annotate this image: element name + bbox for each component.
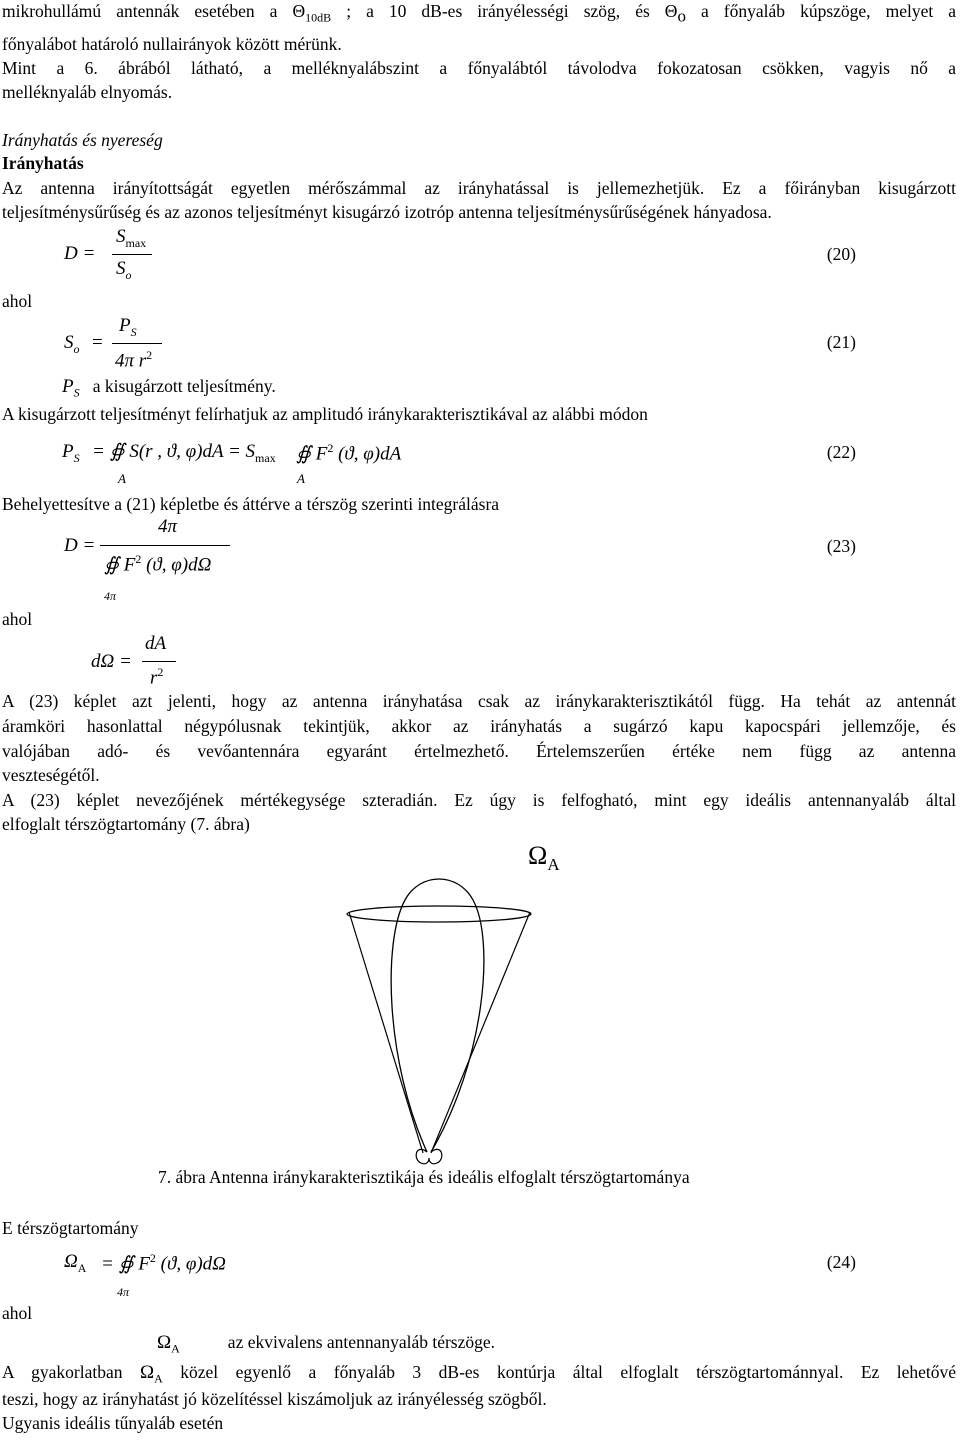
eq21-tag: (21) [826, 332, 856, 352]
final-line-3: Ugyanis ideális tűnyaláb esetén [2, 1413, 224, 1433]
omega-definition: $\Omega_A$ az ekvivalens antennanyaláb térszöge. [157, 1332, 496, 1356]
domega-denominator: $r^2$ [150, 665, 164, 689]
eq22-limit-1: A [118, 471, 126, 486]
intro-text-c: a főnyaláb kúpszöge, melyet a [701, 1, 957, 21]
intro-line-1 [2, 0, 956, 29]
intro-text-b: ; a 10 dB-es irányélességi szög, és Θ [346, 1, 678, 21]
eq22-part1: = ∯ S(r , ϑ, $\varphi)dA = S_{max}$ [92, 441, 276, 465]
ahol-3: ahol [2, 1303, 33, 1323]
eq21-equals: = [92, 332, 103, 353]
ahol-1: ahol [2, 291, 33, 311]
cone-top-ellipse [347, 906, 531, 922]
para4-line-1: A (23) képlet azt jelenti, hogy az antenna irányhatása csak az iránykarakterisztikától függ. Ha tehát az antennát [2, 691, 956, 711]
eq20-denominator: $S_o$ [116, 258, 132, 282]
eq24-lhs: $\Omega_A$ [64, 1251, 87, 1275]
para5-line-1: A (23) képlet nevezőjének mértékegysége szteradián. Ez úgy is felfogható, mint egy ideális antennanyaláb által [2, 790, 956, 810]
para4-line-2: áramköri hasonlattal négypólusnak tekintjük, akkor az irányhatás a sugárzó kapu kapocspári jellemzője, és [2, 716, 956, 736]
theta-o-subscript: o [677, 6, 686, 26]
para4-line-3: valójában adó- és vevőantennára egyaránt értelmezhető. Értelemszerűen értéke nem függ az antenna [2, 741, 956, 761]
intro-line-3: Mint a 6. ábrából látható, a melléknyalábszint a főnyalábtól távolodva fokozatosan csökken, vagyis nő a [2, 58, 956, 78]
cone-right-edge [431, 912, 530, 1153]
main-lobe [391, 879, 484, 1152]
eq23-lhs: D = [64, 535, 96, 556]
eq23-fraction-bar [100, 545, 230, 546]
eq20-fraction-bar [112, 254, 152, 255]
e-label: E térszögtartomány [2, 1218, 139, 1238]
eq22-part2: ∯ $F^2$ (ϑ, φ)dA [296, 441, 402, 465]
side-lobe-right [429, 1149, 442, 1163]
domega-numerator: dA [145, 633, 167, 654]
intro-line-4: melléknyaláb elnyomás. [2, 82, 173, 102]
eq23-denominator: ∯ $F^2$ (ϑ, φ)dΩ [104, 552, 212, 576]
eq23-limit: 4π [104, 589, 117, 603]
para1-line-2: teljesítménysűrűség és az azonos teljesítményt kisugárzó izotróp antenna teljesítménysűrűségének hányadosa. [2, 202, 772, 222]
para2: A kisugárzott teljesítményt felírhatjuk az amplitudó iránykarakterisztikával az alábbi módon [2, 404, 648, 424]
subsection-title: Irányhatás [2, 153, 84, 173]
eq24-tag: (24) [826, 1252, 856, 1272]
eq24-rhs: = ∯ $F^2$ (ϑ, φ)dΩ [101, 1251, 226, 1275]
para5-line-2: elfoglalt térszögtartomány (7. ábra) [2, 814, 250, 834]
eq23-tag: (23) [826, 536, 856, 556]
para4-line-4: veszteségétől. [2, 765, 100, 785]
domega-fraction-bar [142, 661, 176, 662]
eq21-fraction-bar [112, 343, 162, 344]
eq21-numerator: $P_S$ [119, 315, 137, 339]
domega-lhs: dΩ = [91, 651, 132, 672]
eq24-limit: 4π [117, 1285, 130, 1299]
eq20-tag: (20) [826, 244, 856, 264]
eq22-tag: (22) [826, 442, 856, 462]
figure-caption: 7. ábra Antenna iránykarakterisztikája és ideális elfoglalt térszögtartománya [158, 1167, 690, 1187]
figure-omega-label: $\Omega_A$ [528, 841, 560, 875]
eq21-lhs: $S_o$ [64, 332, 80, 356]
eq20-numerator: $S_{max}$ [116, 226, 147, 250]
cone-left-edge [349, 912, 423, 1153]
eq20-lhs: D = [64, 243, 96, 264]
intro-line-2: főnyalábot határoló nullairányok között mérünk. [2, 34, 342, 54]
theta-10db-subscript: 10dB [305, 10, 332, 25]
eq23-numerator: 4π [158, 516, 178, 537]
ps-definition: $P_S$ a kisugárzott teljesítmény. [62, 376, 276, 400]
intro-text-a: mikrohullámú antennák esetében a Θ [2, 1, 306, 21]
eq21-denominator: 4π $r^2$ [115, 348, 153, 372]
ahol-2: ahol [2, 609, 33, 629]
final-line-2: teszi, hogy az irányhatást jó közelítéssel kiszámoljuk az irányélesség szögből. [2, 1389, 547, 1409]
eq22-limit-2: A [297, 471, 305, 486]
para3: Behelyettesítve a (21) képletbe és áttérve a térszög szerinti integrálásra [2, 494, 500, 514]
eq22-lhs: $P_S$ [62, 441, 80, 465]
final-line-1: A gyakorlatban $\Omega_A$ közel egyenlő a főnyaláb 3 dB-es kontúrja által elfoglalt térszögtartománnyal. Ez lehetővé [2, 1362, 957, 1386]
section-title: Irányhatás és nyereség [2, 130, 163, 150]
para1-line-1: Az antenna irányítottságát egyetlen mérőszámmal az irányhatással is jellemezhetjük. Ez a főirányban kisugárzott [2, 178, 956, 198]
antenna-pattern-diagram [325, 860, 575, 1170]
